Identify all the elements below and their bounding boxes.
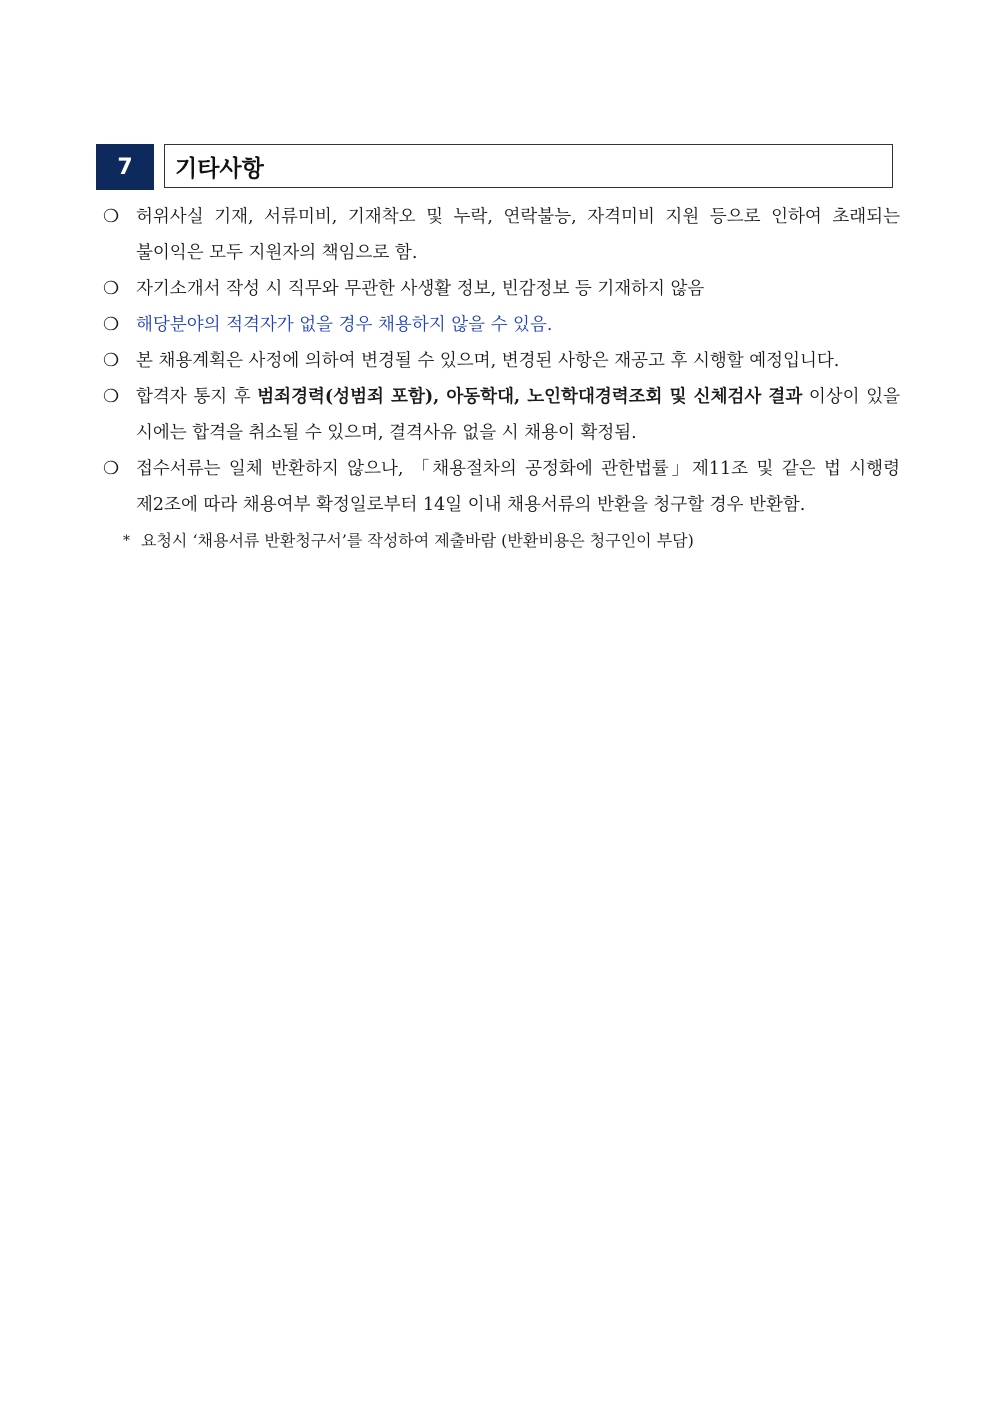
circle-bullet-icon: ❍: [103, 278, 120, 299]
notice-list: [103, 199, 900, 573]
item-text-pre: 합격자 통지 후: [136, 387, 258, 407]
list-item-self-intro: [103, 271, 900, 307]
section-header: [96, 144, 893, 190]
item-text: 본 채용계획은 사정에 의하여 변경될 수 있으며, 변경된 사항은 재공고 후 시행할 예정입니다.: [136, 351, 840, 371]
asterisk-mark: *: [123, 533, 130, 549]
footnote-text: 요청시 ‘채용서류 반환청구서’를 작성하여 제출바람 (반환비용은 청구인이 부담): [141, 531, 694, 550]
item-text-bold: 범죄경력(성범죄 포함), 아동학대, 노인학대경력조회 및 신체검사 결과: [257, 387, 803, 407]
list-item-background-check: [103, 379, 900, 451]
circle-bullet-icon: ❍: [103, 206, 120, 227]
circle-bullet-icon: ❍: [103, 386, 120, 407]
circle-bullet-icon: ❍: [103, 350, 120, 371]
section-title: 기타사항: [175, 155, 264, 182]
circle-bullet-icon: ❍: [103, 458, 120, 479]
item-text: 자기소개서 작성 시 직무와 무관한 사생활 정보, 빈감정보 등 기재하지 않음: [136, 279, 705, 299]
section-number: 7: [96, 144, 154, 190]
circle-bullet-icon: ❍: [103, 314, 120, 335]
item-text-post: 이상이 있을 시에는 합격을 취소될 수 있으며, 결격사유 없을 시 채용이 확정됨.: [136, 387, 901, 443]
item-text: 접수서류는 일체 반환하지 않으나, 「채용절차의 공정화에 관한법률」제11조 및 같은 법 시행령 제2조에 따라 채용여부 확정일로부터 14일 이내 채용서류의 반환을 청구할 경우 반환함.: [136, 459, 900, 515]
footnote: [103, 525, 900, 557]
list-item-plan-change: [103, 343, 900, 379]
item-text: 해당분야의 적격자가 없을 경우 채용하지 않을 수 있음.: [136, 315, 553, 335]
section-title-box: [164, 144, 893, 188]
list-item-no-qualified: [103, 307, 900, 343]
list-item-false-info: [103, 199, 900, 271]
item-text: 허위사실 기재, 서류미비, 기재착오 및 누락, 연락불능, 자격미비 지원 등으로 인하여 초래되는 불이익은 모두 지원자의 책임으로 함.: [136, 207, 900, 263]
list-item-document-return: [103, 451, 900, 523]
